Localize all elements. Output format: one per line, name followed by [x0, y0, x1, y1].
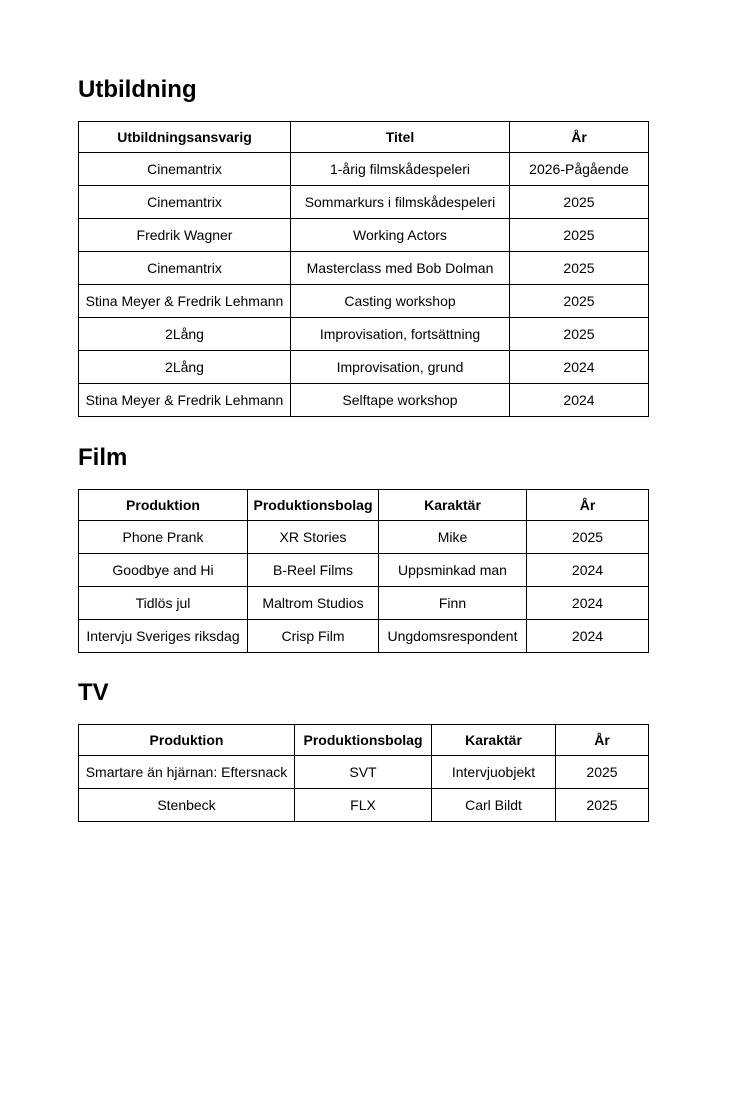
utbildning-table: [78, 121, 649, 417]
table-cell: 2Lång: [79, 351, 291, 384]
table-cell: Stenbeck: [79, 789, 295, 822]
table-row: [79, 285, 649, 318]
table-cell: 2Lång: [79, 318, 291, 351]
table-cell: 2025: [556, 789, 649, 822]
table-cell: 2024: [510, 384, 649, 417]
section-utbildning: [78, 75, 648, 417]
table-row: [79, 789, 649, 822]
table-cell: Goodbye and Hi: [79, 554, 248, 587]
table-row: [79, 620, 649, 653]
table-cell: Phone Prank: [79, 521, 248, 554]
table-cell: Working Actors: [291, 219, 510, 252]
table-row: [79, 318, 649, 351]
table-row: [79, 384, 649, 417]
table-cell: Sommarkurs i filmskådespeleri: [291, 186, 510, 219]
table-cell: Carl Bildt: [432, 789, 556, 822]
table-row: [79, 521, 649, 554]
section-title-tv: TV: [78, 679, 109, 706]
column-header: Produktionsbolag: [295, 725, 432, 756]
table-cell: Mike: [379, 521, 527, 554]
table-row: [79, 756, 649, 789]
table-cell: Masterclass med Bob Dolman: [291, 252, 510, 285]
table-cell: Fredrik Wagner: [79, 219, 291, 252]
table-cell: 2024: [527, 620, 649, 653]
column-header: År: [510, 122, 649, 153]
table-cell: 2025: [510, 219, 649, 252]
table-cell: 2025: [510, 186, 649, 219]
table-cell: Uppsminkad man: [379, 554, 527, 587]
section-tv: [78, 678, 648, 822]
table-cell: Stina Meyer & Fredrik Lehmann: [79, 384, 291, 417]
section-title-utbildning: Utbildning: [78, 76, 197, 103]
table-cell: Improvisation, grund: [291, 351, 510, 384]
table-cell: Intervjuobjekt: [432, 756, 556, 789]
table-cell: 2024: [527, 587, 649, 620]
table-cell: Stina Meyer & Fredrik Lehmann: [79, 285, 291, 318]
table-cell: B-Reel Films: [248, 554, 379, 587]
table-cell: 2025: [510, 318, 649, 351]
film-table: [78, 489, 649, 653]
column-header: År: [556, 725, 649, 756]
table-cell: 2025: [510, 252, 649, 285]
table-cell: Ungdomsrespondent: [379, 620, 527, 653]
table-cell: Smartare än hjärnan: Eftersnack: [79, 756, 295, 789]
section-title-film: Film: [78, 444, 128, 471]
table-cell: Casting workshop: [291, 285, 510, 318]
document-page: [0, 75, 730, 1114]
column-header: Utbildningsansvarig: [79, 122, 291, 153]
column-header: Karaktär: [432, 725, 556, 756]
table-cell: Improvisation, fortsättning: [291, 318, 510, 351]
table-cell: FLX: [295, 789, 432, 822]
table-cell: 2025: [556, 756, 649, 789]
table-cell: 2026-Pågående: [510, 153, 649, 186]
table-cell: Finn: [379, 587, 527, 620]
column-header: Produktionsbolag: [248, 490, 379, 521]
table-cell: 2024: [527, 554, 649, 587]
table-cell: Cinemantrix: [79, 153, 291, 186]
table-cell: 1-årig filmskådespeleri: [291, 153, 510, 186]
table-cell: Cinemantrix: [79, 252, 291, 285]
table-row: [79, 186, 649, 219]
table-cell: Maltrom Studios: [248, 587, 379, 620]
document-content: [0, 75, 730, 822]
column-header: Karaktär: [379, 490, 527, 521]
column-header: Produktion: [79, 725, 295, 756]
table-cell: Tidlös jul: [79, 587, 248, 620]
table-cell: Cinemantrix: [79, 186, 291, 219]
table-row: [79, 153, 649, 186]
table-cell: SVT: [295, 756, 432, 789]
table-row: [79, 554, 649, 587]
table-row: [79, 219, 649, 252]
table-cell: Crisp Film: [248, 620, 379, 653]
table-header-row: [79, 725, 649, 756]
table-row: [79, 351, 649, 384]
table-cell: 2024: [510, 351, 649, 384]
table-row: [79, 252, 649, 285]
table-cell: 2025: [510, 285, 649, 318]
table-header-row: [79, 122, 649, 153]
table-cell: XR Stories: [248, 521, 379, 554]
table-header-row: [79, 490, 649, 521]
column-header: Titel: [291, 122, 510, 153]
section-film: [78, 443, 648, 653]
table-cell: 2025: [527, 521, 649, 554]
table-row: [79, 587, 649, 620]
column-header: Produktion: [79, 490, 248, 521]
column-header: År: [527, 490, 649, 521]
tv-table: [78, 724, 649, 822]
table-cell: Intervju Sveriges riksdag: [79, 620, 248, 653]
table-cell: Selftape workshop: [291, 384, 510, 417]
